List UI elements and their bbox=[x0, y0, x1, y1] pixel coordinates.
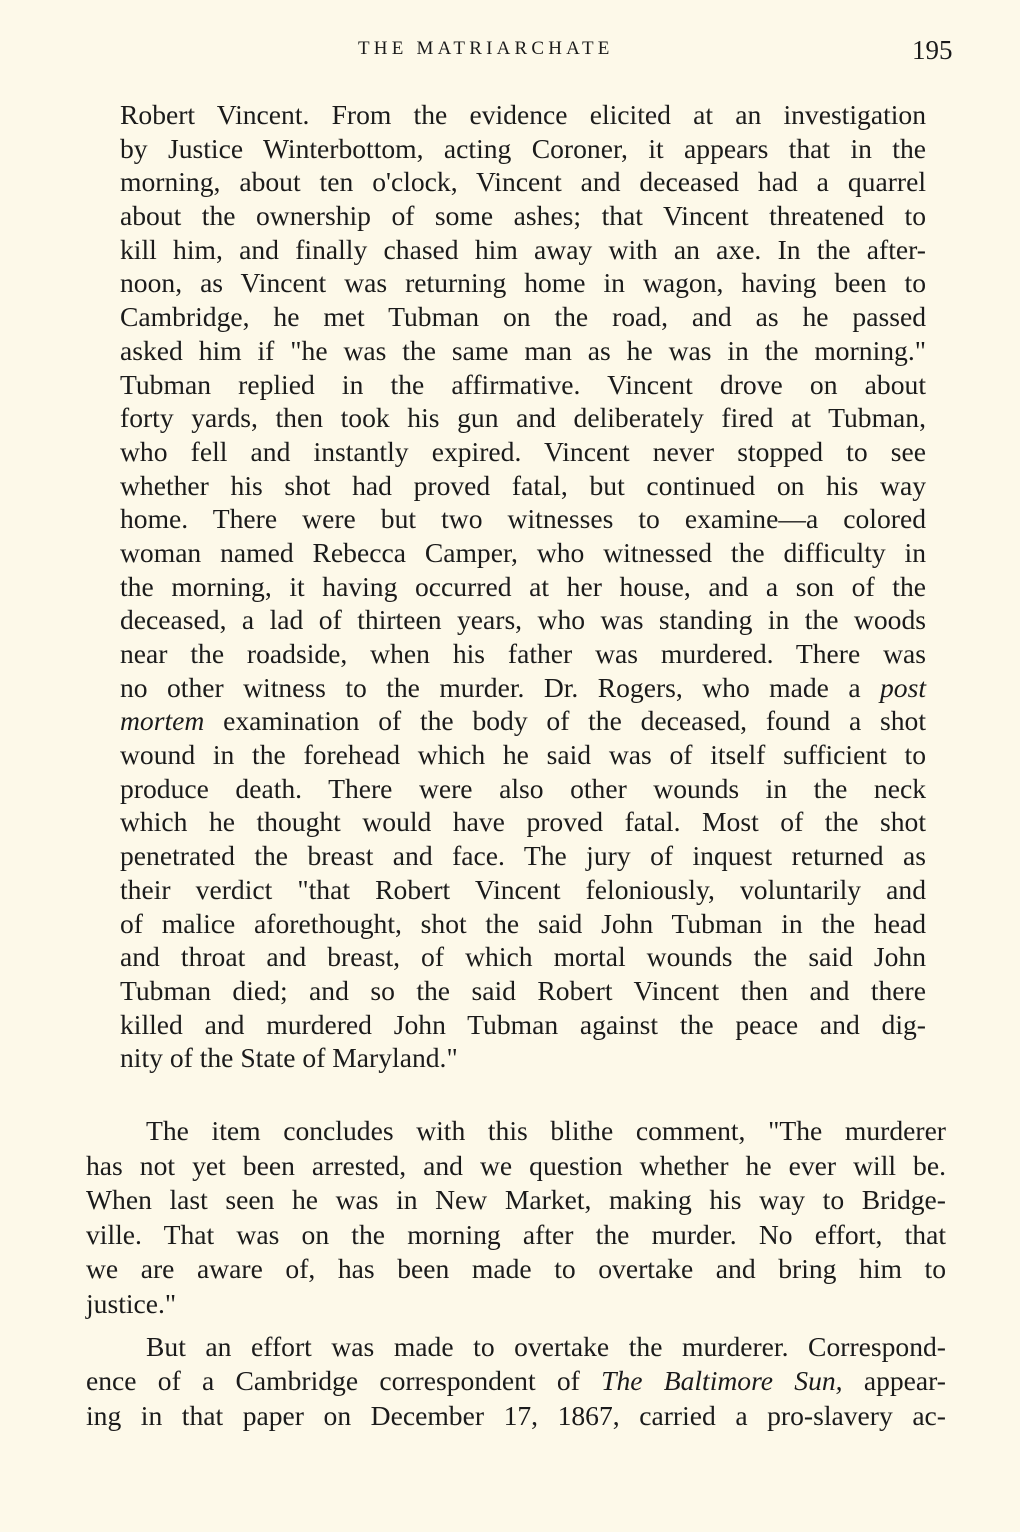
newspaper-title: The Baltimore Sun, bbox=[601, 1365, 843, 1397]
quote-line: by Justice Winterbottom, acting Coroner, it appears that in the bbox=[120, 132, 926, 164]
quote-line: penetrated the breast and face. The jury of inquest returned as bbox=[120, 840, 926, 872]
paragraph-line: ville. That was on the morning after the murder. No effort, that bbox=[86, 1218, 946, 1250]
quote-line: Tubman died; and so the said Robert Vincent then and there bbox=[120, 974, 926, 1006]
quote-line: kill him, and finally chased him away with an axe. In the after- bbox=[120, 233, 926, 265]
quote-line: their verdict "that Robert Vincent feloniously, voluntarily and bbox=[120, 873, 926, 905]
paragraph-line-text: ence of a Cambridge correspondent of bbox=[86, 1365, 602, 1397]
quote-line: noon, as Vincent was returning home in wagon, having been to bbox=[120, 267, 926, 299]
quote-line: deceased, a lad of thirteen years, who was standing in the woods bbox=[120, 604, 926, 636]
quote-line: which he thought would have proved fatal. Most of the shot bbox=[120, 806, 926, 838]
quote-line: home. There were but two witnesses to examine—a colored bbox=[120, 503, 926, 535]
quote-line-with-italic bbox=[120, 671, 926, 705]
quote-line: near the roadside, when his father was murdered. There was bbox=[120, 638, 926, 669]
quote-line: of malice aforethought, shot the said John Tubman in the head bbox=[120, 907, 926, 939]
quote-line: morning, about ten o'clock, Vincent and deceased had a quarrel bbox=[120, 166, 926, 198]
paragraph-line: When last seen he was in New Market, making his way to Bridge- bbox=[86, 1184, 946, 1216]
paragraph-line: we are aware of, has been made to overtake and bring him to bbox=[86, 1253, 946, 1285]
quote-line: who fell and instantly expired. Vincent never stopped to see bbox=[120, 435, 926, 467]
quote-line: killed and murdered John Tubman against the peace and dig- bbox=[120, 1008, 926, 1040]
quote-line: nity of the State of Maryland." bbox=[120, 1042, 458, 1074]
quote-line-with-italic bbox=[120, 704, 926, 738]
quote-line: wound in the forehead which he said was of itself sufficient to bbox=[120, 739, 926, 771]
quote-line-text: no other witness to the murder. Dr. Rogers, who made a bbox=[120, 671, 880, 703]
paragraph-line: But an effort was made to overtake the murderer. Correspond- bbox=[146, 1330, 946, 1362]
paragraph-line-with-italic bbox=[86, 1364, 946, 1399]
paragraph-line: ing in that paper on December 17, 1867, carried a pro-slavery ac- bbox=[86, 1399, 946, 1431]
quote-line: Cambridge, he met Tubman on the road, and as he passed bbox=[120, 301, 926, 333]
running-head bbox=[0, 35, 1020, 68]
quote-line: Tubman replied in the affirmative. Vincent drove on about bbox=[120, 368, 926, 400]
quote-line: whether his shot had proved fatal, but continued on his way bbox=[120, 469, 926, 501]
quote-line: and throat and breast, of which mortal wounds the said John bbox=[120, 941, 926, 973]
italic-term-post: post bbox=[880, 671, 926, 703]
quote-line: woman named Rebecca Camper, who witnessed the difficulty in bbox=[120, 536, 926, 568]
quote-line-text: examination of the body of the deceased, found a shot bbox=[204, 705, 926, 737]
paragraph-line-text: appear- bbox=[842, 1365, 946, 1397]
block-quote bbox=[120, 98, 926, 1075]
quote-line: forty yards, then took his gun and deliberately fired at Tubman, bbox=[120, 402, 926, 434]
body-text bbox=[86, 1114, 946, 1433]
paragraph bbox=[86, 1330, 946, 1434]
running-title: THE MATRIARCHATE bbox=[358, 38, 614, 59]
quote-line: asked him if "he was the same man as he was in the morning." bbox=[120, 334, 926, 366]
paragraph-gap bbox=[86, 1322, 946, 1330]
paragraph-line: The item concludes with this blithe comment, "The murderer bbox=[146, 1115, 946, 1146]
italic-term-mortem: mortem bbox=[120, 705, 205, 737]
page-number: 195 bbox=[912, 35, 953, 65]
quote-line: produce death. There were also other wounds in the neck bbox=[120, 772, 926, 804]
quote-line: Robert Vincent. From the evidence elicited at an investigation bbox=[120, 99, 926, 130]
quote-line: the morning, it having occurred at her house, and a son of the bbox=[120, 570, 926, 602]
paragraph-line: justice." bbox=[86, 1287, 177, 1319]
paragraph-line: has not yet been arrested, and we question whether he ever will be. bbox=[86, 1149, 946, 1181]
paragraph bbox=[86, 1114, 946, 1322]
quote-line: about the ownership of some ashes; that Vincent threatened to bbox=[120, 200, 926, 232]
